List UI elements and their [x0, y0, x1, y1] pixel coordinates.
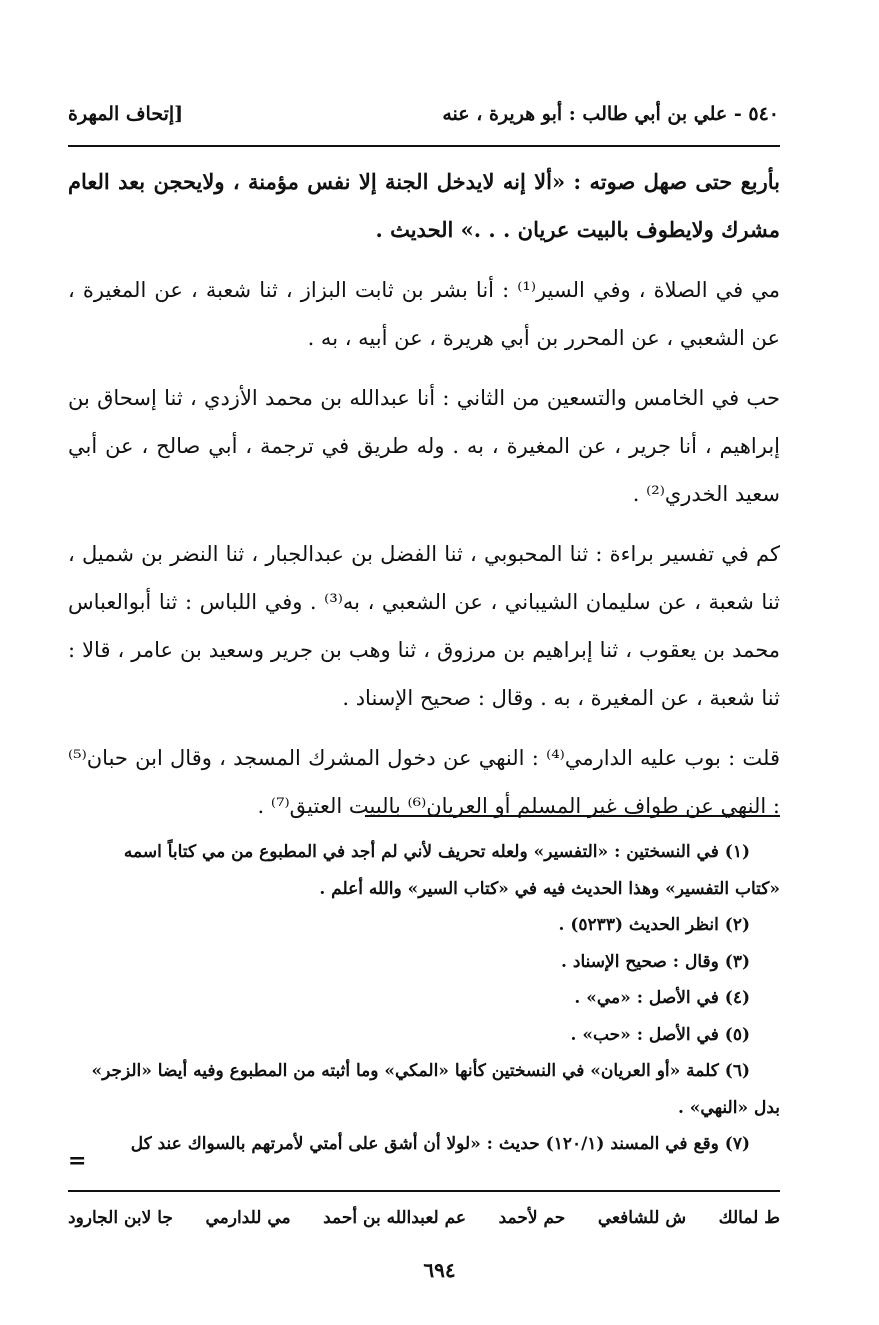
abbrev-darimi: مي للدارمي	[205, 1208, 291, 1228]
page-number: ٦٩٤	[423, 1258, 456, 1282]
header-book-title: [إتحاف المهرة	[68, 103, 184, 125]
footnote-2: (٢) انظر الحديث (٥٢٣٣) .	[558, 915, 750, 935]
footnote-3: (٣) وقال : صحيح الإسناد .	[561, 951, 750, 972]
paragraph-ibn-hibban: حب في الخامس والتسعين من الثاني : أنا عبدالله بن محمد الأزدي ، ثنا إسحاق بن إبراهيم ، أنا جرير ، عن المغيرة ، به . وله طريق في ترجمة ، أبي صالح ، عن أبي سعيد الخدري⁽²⁾ .	[68, 386, 780, 506]
running-header	[68, 96, 779, 132]
abbrev-shafii: ش للشافعي	[597, 1208, 687, 1228]
abbrev-abdullah: عم لعبدالله بن أحمد	[323, 1208, 467, 1228]
abbreviations-key	[68, 1200, 780, 1236]
paragraph-hakim: كم في تفسير براءة : ثنا المحبوبي ، ثنا الفضل بن عبدالجبار ، ثنا النضر بن شميل ، ثنا شعبة ، عن سليمان الشيباني ، عن الشعبي ، به⁽³⁾ . وفي اللباس : ثنا أبوالعباس محمد بن يعقوب ، ثنا إبراهيم بن مرزوق ، ثنا وهب بن جرير وسعيد بن عامر ، قالا : ثنا شعبة ، عن المغيرة ، به . وقال : صحيح الإسناد .	[68, 542, 781, 710]
footnote-7: (٧) وقع في المسند (١٢٠/١) حديث : «لولا أن أشق على أمتي لأمرتهم بالسواك عند كل	[130, 1134, 750, 1154]
abbreviations-divider	[68, 1190, 780, 1192]
footnotes	[68, 834, 780, 1163]
paragraph-darimi: مي في الصلاة ، وفي السير⁽¹⁾ : أنا بشر بن ثابت البزاز ، ثنا شعبة ، عن المغيرة ، عن الشعبي ، عن المحرر بن أبي هريرة ، عن أبيه ، به .	[68, 278, 780, 350]
footnote-6-continued: بدل «النهي» .	[677, 1097, 780, 1118]
footnote-1-continued: «كتاب التفسير» وهذا الحديث فيه في «كتاب السير» والله أعلم .	[319, 878, 780, 899]
header-chapter-title: ٥٤٠ - علي بن أبي طالب : أبو هريرة ، عنه	[442, 103, 779, 125]
paragraph-note: قلت : بوب عليه الدارمي⁽⁴⁾ : النهي عن دخول المشرك المسجد ، وقال ابن حبان⁽⁵⁾ : النهي عن طواف غير المسلم أو العريان⁽⁶⁾ بالبيت العتيق⁽⁷⁾ .	[68, 746, 780, 818]
footnote-6: (٦) كلمة «أو العريان» في النسختين كأنها «المكي» وما أثبته من المطبوع وفيه أيضا «الزجر»	[91, 1061, 750, 1081]
header-divider	[68, 145, 780, 147]
paragraph-hadith-text: بأربع حتى صهل صوته : «ألا إنه لايدخل الجنة إلا نفس مؤمنة ، ولايحجن بعد العام مشرك ولايطوف بالبيت عريان . . .» الحديث .	[68, 169, 780, 242]
abbrev-malik: ط لمالك	[718, 1208, 780, 1228]
footnote-1: (١) في النسختين : «التفسير» ولعله تحريف لأني لم أجد في المطبوع من مي كتاباً اسمه	[123, 842, 750, 862]
main-text	[68, 158, 780, 842]
abbrev-ibn-jarud: جا لابن الجارود	[68, 1208, 173, 1228]
footnote-divider	[365, 815, 780, 817]
abbrev-ahmad: حم لأحمد	[498, 1208, 566, 1228]
footnote-4: (٤) في الأصل : «مي» .	[574, 988, 750, 1008]
footnote-5: (٥) في الأصل : «حب» .	[570, 1024, 750, 1045]
continuation-mark: =	[68, 1148, 87, 1174]
